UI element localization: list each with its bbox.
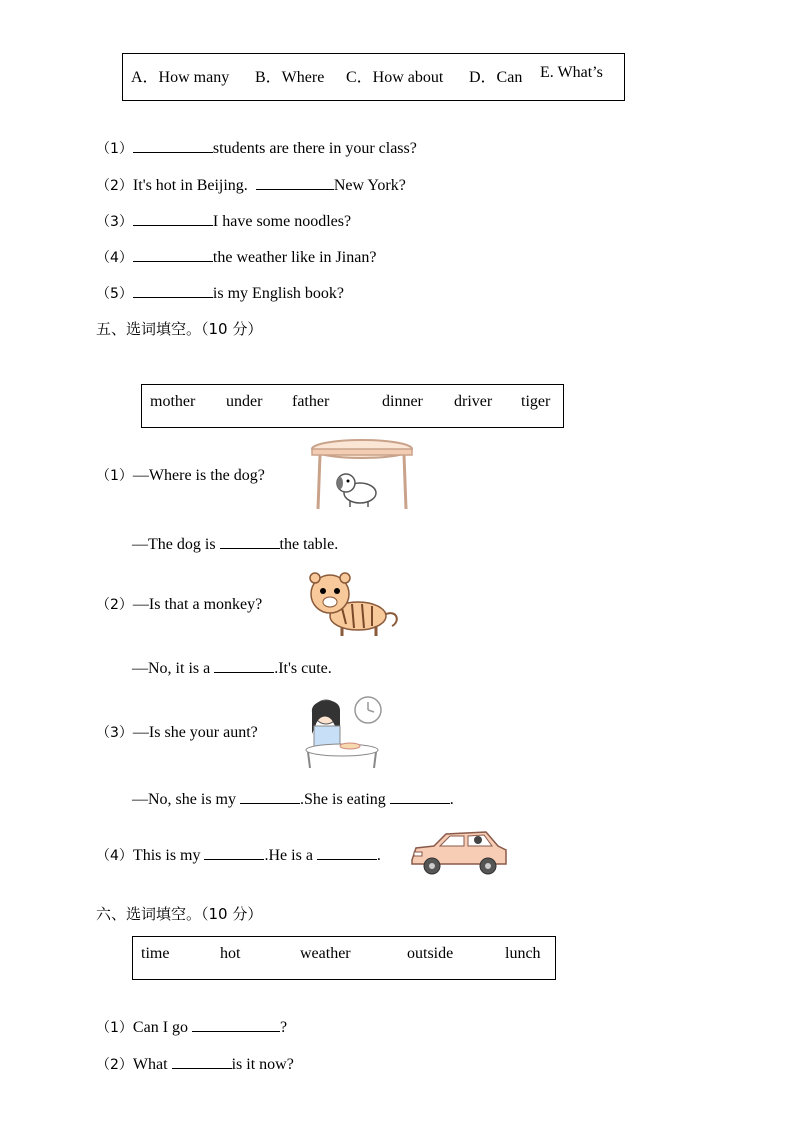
answer-blank[interactable] bbox=[133, 282, 213, 298]
option-c: C．How about bbox=[346, 69, 444, 86]
answer-blank[interactable] bbox=[204, 844, 264, 860]
word-under: under bbox=[226, 393, 263, 410]
answer-blank[interactable] bbox=[192, 1016, 280, 1032]
answer-blank[interactable] bbox=[240, 788, 300, 804]
option-e: E. What’s bbox=[540, 64, 603, 81]
answer-blank[interactable] bbox=[220, 533, 280, 549]
girl-eating-icon bbox=[300, 694, 388, 770]
sec4-item-2: （2）It's hot in Beijing. New York? bbox=[96, 174, 406, 195]
sec5-q4: （4）This is my .He is a . bbox=[96, 844, 381, 865]
word-tiger: tiger bbox=[521, 393, 551, 410]
sec6-item-1: （1）Can I go ? bbox=[96, 1016, 287, 1037]
answer-blank[interactable] bbox=[317, 844, 377, 860]
sec4-item-4: （4） the weather like in Jinan? bbox=[96, 246, 376, 267]
answer-blank[interactable] bbox=[133, 137, 213, 153]
answer-blank[interactable] bbox=[214, 657, 274, 673]
word-driver: driver bbox=[454, 393, 493, 410]
word-dinner: dinner bbox=[382, 393, 423, 410]
option-a: A．How many bbox=[131, 69, 230, 86]
sec5-q3-answer: —No, she is my .She is eating . bbox=[132, 788, 454, 809]
word-father: father bbox=[292, 393, 330, 410]
sec6-heading: 六、选词填空。（10 分） bbox=[96, 905, 263, 923]
sec5-q2-answer: —No, it is a .It's cute. bbox=[132, 657, 332, 678]
table-dog-icon bbox=[310, 437, 415, 512]
option-d: D．Can bbox=[469, 69, 523, 86]
sec6-word-box bbox=[132, 936, 556, 980]
word-mother: mother bbox=[150, 393, 196, 410]
sec4-item-5: （5） is my English book? bbox=[96, 282, 344, 303]
sec5-q1-answer: —The dog is the table. bbox=[132, 533, 338, 554]
answer-blank[interactable] bbox=[133, 246, 213, 262]
word-time: time bbox=[141, 945, 170, 962]
sec5-q2: （2）—Is that a monkey? bbox=[96, 596, 263, 613]
word-lunch: lunch bbox=[505, 945, 541, 962]
sec4-option-box bbox=[122, 53, 625, 101]
option-b: B．Where bbox=[255, 69, 325, 86]
answer-blank[interactable] bbox=[390, 788, 450, 804]
sec4-item-3: （3） I have some noodles? bbox=[96, 210, 351, 231]
word-weather: weather bbox=[300, 945, 351, 962]
sec5-word-box bbox=[141, 384, 564, 428]
sec5-q1: （1）—Where is the dog? bbox=[96, 467, 265, 484]
sec6-item-2: （2）What is it now? bbox=[96, 1053, 294, 1074]
answer-blank[interactable] bbox=[172, 1053, 232, 1069]
word-outside: outside bbox=[407, 945, 454, 962]
word-hot: hot bbox=[220, 945, 241, 962]
sec5-heading: 五、选词填空。（10 分） bbox=[96, 320, 263, 338]
tiger-icon bbox=[302, 570, 402, 638]
car-driver-icon bbox=[408, 826, 510, 878]
sec5-q3: （3）—Is she your aunt? bbox=[96, 724, 258, 741]
sec4-item-1: （1） students are there in your class? bbox=[96, 137, 417, 158]
answer-blank[interactable] bbox=[256, 174, 334, 190]
answer-blank[interactable] bbox=[133, 210, 213, 226]
